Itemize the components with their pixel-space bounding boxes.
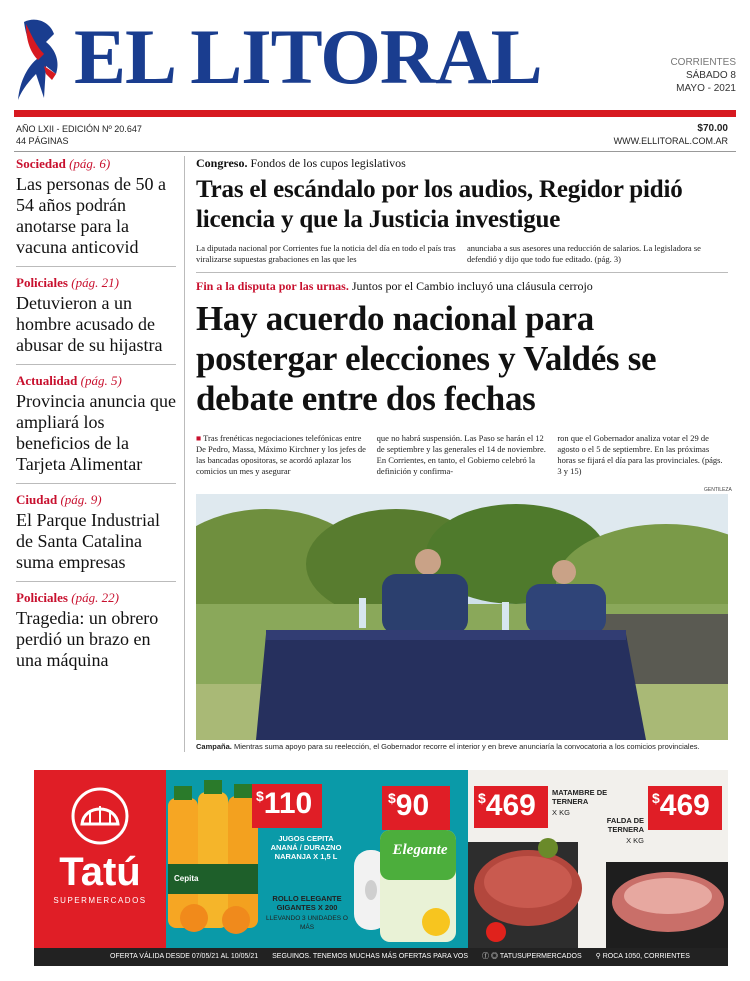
juice-bottles-image: [164, 778, 264, 938]
brief-page: (pág. 5): [80, 373, 122, 388]
caption-text: Mientras suma apoyo para su reelección, el Gobernador recorre el interior y en breve anunciaría la convocatoria a los comicios provinciales.: [233, 742, 700, 751]
photo-caption: [196, 742, 736, 752]
supermarket-ad[interactable]: [34, 770, 728, 966]
sidebar-briefs: [16, 156, 176, 687]
price-tag-juice: [252, 784, 322, 828]
location-pin-icon: ⚲: [595, 953, 601, 960]
brief-section: Sociedad: [16, 156, 66, 171]
facebook-icon: ⓕ: [482, 953, 490, 960]
website-link[interactable]: WWW.ELLITORAL.COM.AR: [613, 136, 728, 146]
story2-kicker-red: Fin a la disputa por las urnas.: [196, 279, 349, 293]
brief-headline: Provincia anuncia que ampliará los beneficios de la Tarjeta Alimentar: [16, 391, 176, 474]
brief-item[interactable]: [16, 590, 176, 679]
lead-photo[interactable]: [196, 494, 728, 740]
story-divider: [196, 272, 728, 273]
product-falda-unit: X KG: [626, 836, 644, 845]
ad-footer: [34, 948, 728, 966]
story1-kicker-text: Fondos de los cupos legislativos: [250, 156, 406, 170]
date-day: SÁBADO 8: [685, 70, 736, 81]
story2-kicker-text: Juntos por el Cambio incluyó una cláusula cerrojo: [351, 279, 593, 293]
armadillo-logo-icon: [68, 786, 132, 846]
edition-number: AÑO LXII - EDICIÓN Nº 20.647: [16, 124, 142, 134]
meat-panel: [468, 770, 728, 948]
bird-logo-icon: [16, 14, 66, 104]
brief-item[interactable]: [16, 275, 176, 365]
price-roll: 90: [395, 789, 430, 822]
price-falda: 469: [659, 789, 710, 822]
brief-item[interactable]: [16, 156, 176, 267]
brief-page: (pág. 21): [71, 275, 119, 290]
city-label: CORRIENTES: [670, 57, 736, 68]
brief-page: (pág. 6): [69, 156, 111, 171]
brief-headline: Detuvieron a un hombre acusado de abusar de su hijastra: [16, 293, 163, 355]
main-column: [196, 156, 728, 477]
price-matambre: 469: [485, 789, 536, 822]
story2-col2: que no habrá suspensión. Las Paso se harán el 12 de septiembre y las generales el 14 de noviembre. En Corrientes, en tanto, el Gobierno celebró la definición y confirma-: [376, 433, 546, 476]
price-juice: 110: [263, 787, 313, 820]
story1-headline[interactable]: Tras el escándalo por los audios, Regidor pidió licencia y que la Justicia investigue: [196, 176, 683, 233]
price-tag-roll: [382, 786, 450, 830]
masthead: [14, 10, 736, 110]
social-handle[interactable]: ⓕ ◎ TATUSUPERMERCADOS: [482, 953, 582, 960]
product-matambre: MATAMBRE DE TERNERA: [552, 788, 608, 806]
roll-brand: Elegante: [392, 842, 448, 858]
story1-body: [196, 243, 728, 265]
brief-page: (pág. 22): [71, 590, 119, 605]
date-box: [670, 56, 736, 95]
brand-name: Tatú: [59, 850, 141, 894]
page-count: 44 PÁGINAS: [16, 136, 69, 146]
product-matambre-unit: X KG: [552, 808, 570, 817]
juice-bottle-label: Cepita: [174, 874, 199, 883]
story1-kicker: [196, 156, 728, 171]
brief-section: Ciudad: [16, 492, 58, 507]
store-address: ⚲ ROCA 1050, CORRIENTES: [595, 953, 690, 960]
product-roll: ROLLO ELEGANTE GIGANTES X 200: [272, 894, 342, 912]
cover-price: $70.00: [697, 123, 728, 134]
product-falda: FALDA DE TERNERA: [606, 816, 644, 834]
brief-page: (pág. 9): [60, 492, 102, 507]
story2-col1: ■ Tras frenéticas negociaciones telefónicas entre De Pedro, Massa, Máximo Kirchner y los jefes de las bancadas opositoras, se acordó aplazar los comicios un mes y asegurar: [196, 433, 366, 476]
instagram-icon: ◎: [491, 953, 498, 960]
story1-col1: La diputada nacional por Corrientes fue la noticia del día en todo el país tras viralizarse supuestas grabaciones en las que les: [196, 243, 456, 264]
story1-col2: anunciaba a sus asesores una reducción de salarios. La legisladora se defendió y dijo que todo fue editado. (pág. 3): [467, 243, 701, 264]
brief-item[interactable]: [16, 492, 176, 582]
bullet-icon: ■: [196, 433, 202, 443]
column-divider: [184, 156, 185, 752]
currency-symbol: $: [256, 788, 264, 804]
brief-headline: Tragedia: un obrero perdió un brazo en una máquina: [16, 608, 159, 670]
header-divider: [14, 151, 736, 152]
currency-symbol: $: [652, 790, 660, 806]
photo-credit: GENTILEZA: [704, 487, 732, 493]
ad-brand-panel: [34, 770, 166, 948]
price-tag-matambre: [474, 786, 548, 828]
ad-more-offers: SEGUINOS. TENEMOS MUCHAS MÁS OFERTAS PARA VOS: [272, 953, 469, 960]
brand-subtitle: SUPERMERCADOS: [53, 896, 147, 905]
price-info: [614, 123, 728, 147]
brief-section: Actualidad: [16, 373, 78, 388]
edition-info: [16, 123, 142, 147]
story2-headline[interactable]: Hay acuerdo nacional para postergar elecciones y Valdés se debate entre dos fechas: [196, 299, 657, 418]
currency-symbol: $: [388, 790, 396, 806]
story2-body: [196, 433, 728, 477]
currency-symbol: $: [478, 790, 486, 806]
newspaper-title: EL LITORAL: [74, 13, 542, 100]
masthead-red-rule: [14, 110, 736, 117]
price-tag-falda: [648, 786, 722, 830]
story2-col3: ron que el Gobernador analiza votar el 29 de agosto o el 5 de septiembre. En las próximas horas se fijará el día para las provinciales. (págs. 3 y 15): [557, 433, 723, 476]
brief-section: Policiales: [16, 275, 68, 290]
caption-bold: Campaña.: [196, 742, 232, 751]
story1-kicker-bold: Congreso.: [196, 156, 248, 170]
product-roll-note: LLEVANDO 3 UNIDADES O MÁS: [266, 915, 348, 931]
brief-headline: Las personas de 50 a 54 años podrán anotarse para la vacuna anticovid: [16, 174, 166, 257]
ad-validity: OFERTA VÁLIDA DESDE 07/05/21 AL 10/05/21: [110, 953, 259, 960]
date-month-year: MAYO - 2021: [676, 83, 736, 94]
brief-headline: El Parque Industrial de Santa Catalina suma empresas: [16, 510, 160, 572]
story2-kicker: [196, 279, 728, 294]
brief-item[interactable]: [16, 373, 176, 484]
product-juice: JUGOS CEPITA ANANÁ / DURAZNO NARANJA X 1,5 L: [270, 834, 342, 861]
brief-section: Policiales: [16, 590, 68, 605]
